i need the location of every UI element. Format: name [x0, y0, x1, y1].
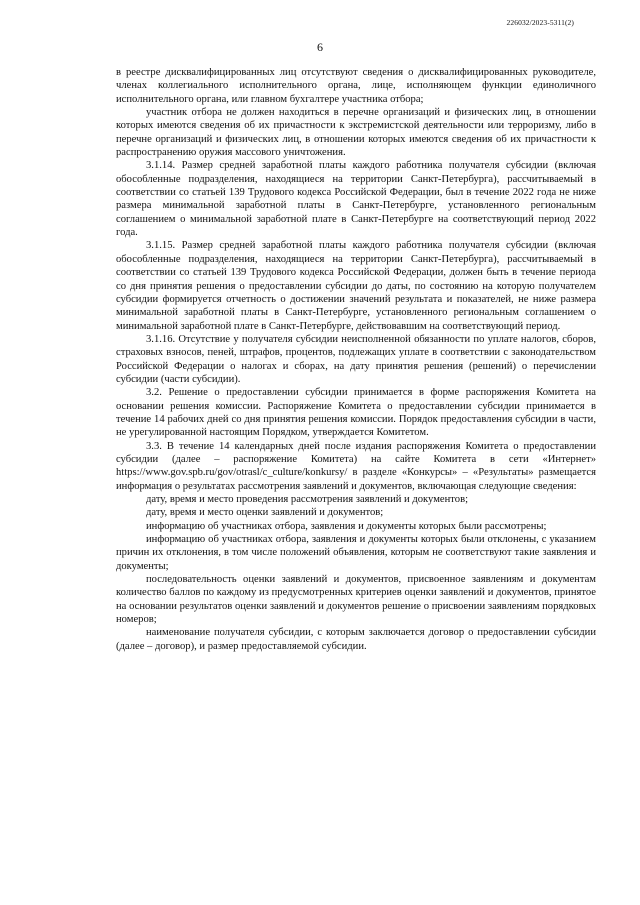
list-item-rejected-participants: информацию об участниках отбора, заявления и документы которых были отклонены, с указанием причин их отклонения, в том числе положений объявления, которым не соответствуют такие заявления и документы;: [116, 534, 596, 572]
paragraph-3-1-16: 3.1.16. Отсутствие у получателя субсидии неисполненной обязанности по уплате налогов, сборов, страховых взносов, пеней, штрафов, процентов, подлежащих уплате в соответствии с законодательством Российской Федерации о налогах и сборах, на дату принятия решения (решений) о перечислении субсидии (части субсидии).: [116, 333, 596, 385]
paragraph-3-1-14: 3.1.14. Размер средней заработной платы каждого работника получателя субсидии (включая обособленные подразделения, находящиеся на территории Санкт-Петербурга), рассчитываемый в соответствии со статьей 139 Трудового кодекса Российской Федерации, был в течение 2022 года не ниже размера минимальной заработной платы в Санкт-Петербурге, установленного региональным соглашением о минимальной заработной плате в Санкт-Петербурге на соответствующий период 2022 года.: [116, 160, 596, 239]
list-item-evaluation-date: дату, время и место оценки заявлений и документов;: [146, 507, 384, 519]
paragraph-extremism-list: участник отбора не должен находиться в перечне организаций и физических лиц, в отношении которых имеются сведения об их причастности к экстремистской деятельности или терроризму, либо в перечне организаций и физических лиц, в отношении которых имеются сведения об их причастности к распространению оружия массового уничтожения.: [116, 107, 596, 159]
list-item-reviewed-participants: информацию об участниках отбора, заявления и документы которых были рассмотрены;: [146, 520, 547, 532]
list-item-review-date: дату, время и место проведения рассмотрения заявлений и документов;: [146, 494, 469, 505]
list-item-evaluation-order: последовательность оценки заявлений и документов, присвоенное заявлениям и документам количество баллов по каждому из предусмотренных критериев оценки заявлений и документов, принятое на основании результатов оценки заявлений и документов решение о присвоении заявлениям порядковых номеров;: [116, 574, 596, 626]
paragraph-3-1-15: 3.1.15. Размер средней заработной платы каждого работника получателя субсидии (включая обособленные подразделения, находящиеся на территории Санкт-Петербурга), рассчитываемый в соответствии со статьей 139 Трудового кодекса Российской Федерации, должен быть в течение периода со дня принятия решения о предоставлении субсидии до даты, по состоянию на которую получателем субсидии формируется отчетность о достижении значений результата и показателей, не ниже размера минимальной заработной платы в Санкт-Петербурге, установленного региональным соглашением о минимальной заработной плате в Санкт-Петербурге, действовавшим на соответствующий период.: [116, 240, 596, 332]
paragraph-disqualified-registry: в реестре дисквалифицированных лиц отсутствуют сведения о дисквалифицированных руководителе, членах коллегиального исполнительного органа, лице, исполняющем функции единоличного исполнительного органа, или главном бухгалтере участника отбора;: [116, 67, 596, 105]
paragraph-3-2: 3.2. Решение о предоставлении субсидии принимается в форме распоряжения Комитета на основании решения комиссии. Распоряжение Комитета о предоставлении субсидии принимается в течение 14 рабочих дней со дня принятия решения комиссии. Порядок предоставления субсидии в части, не урегулированной настоящим Порядком, утверждается Комитетом.: [116, 387, 596, 439]
document-number: 226032/2023-5311(2): [506, 18, 574, 27]
list-item-recipient-name: наименование получателя субсидии, с которым заключается договор о предоставлении субсидии (далее – договор), и размер предоставляемой субсидии.: [116, 627, 596, 652]
document-body: [116, 66, 596, 653]
paragraph-3-3: 3.3. В течение 14 календарных дней после издания распоряжения Комитета о предоставлении субсидии (далее – распоряжение Комитета) на сайте Комитета в сети «Интернет» https://www.gov.spb.ru/gov/otrasl/c_culture/konkursy/ в разделе «Конкурсы» – «Результаты» размещается информация о результатах рассмотрения заявлений и документов, включающая следующие сведения:: [116, 440, 596, 492]
page-number: 6: [317, 40, 323, 54]
